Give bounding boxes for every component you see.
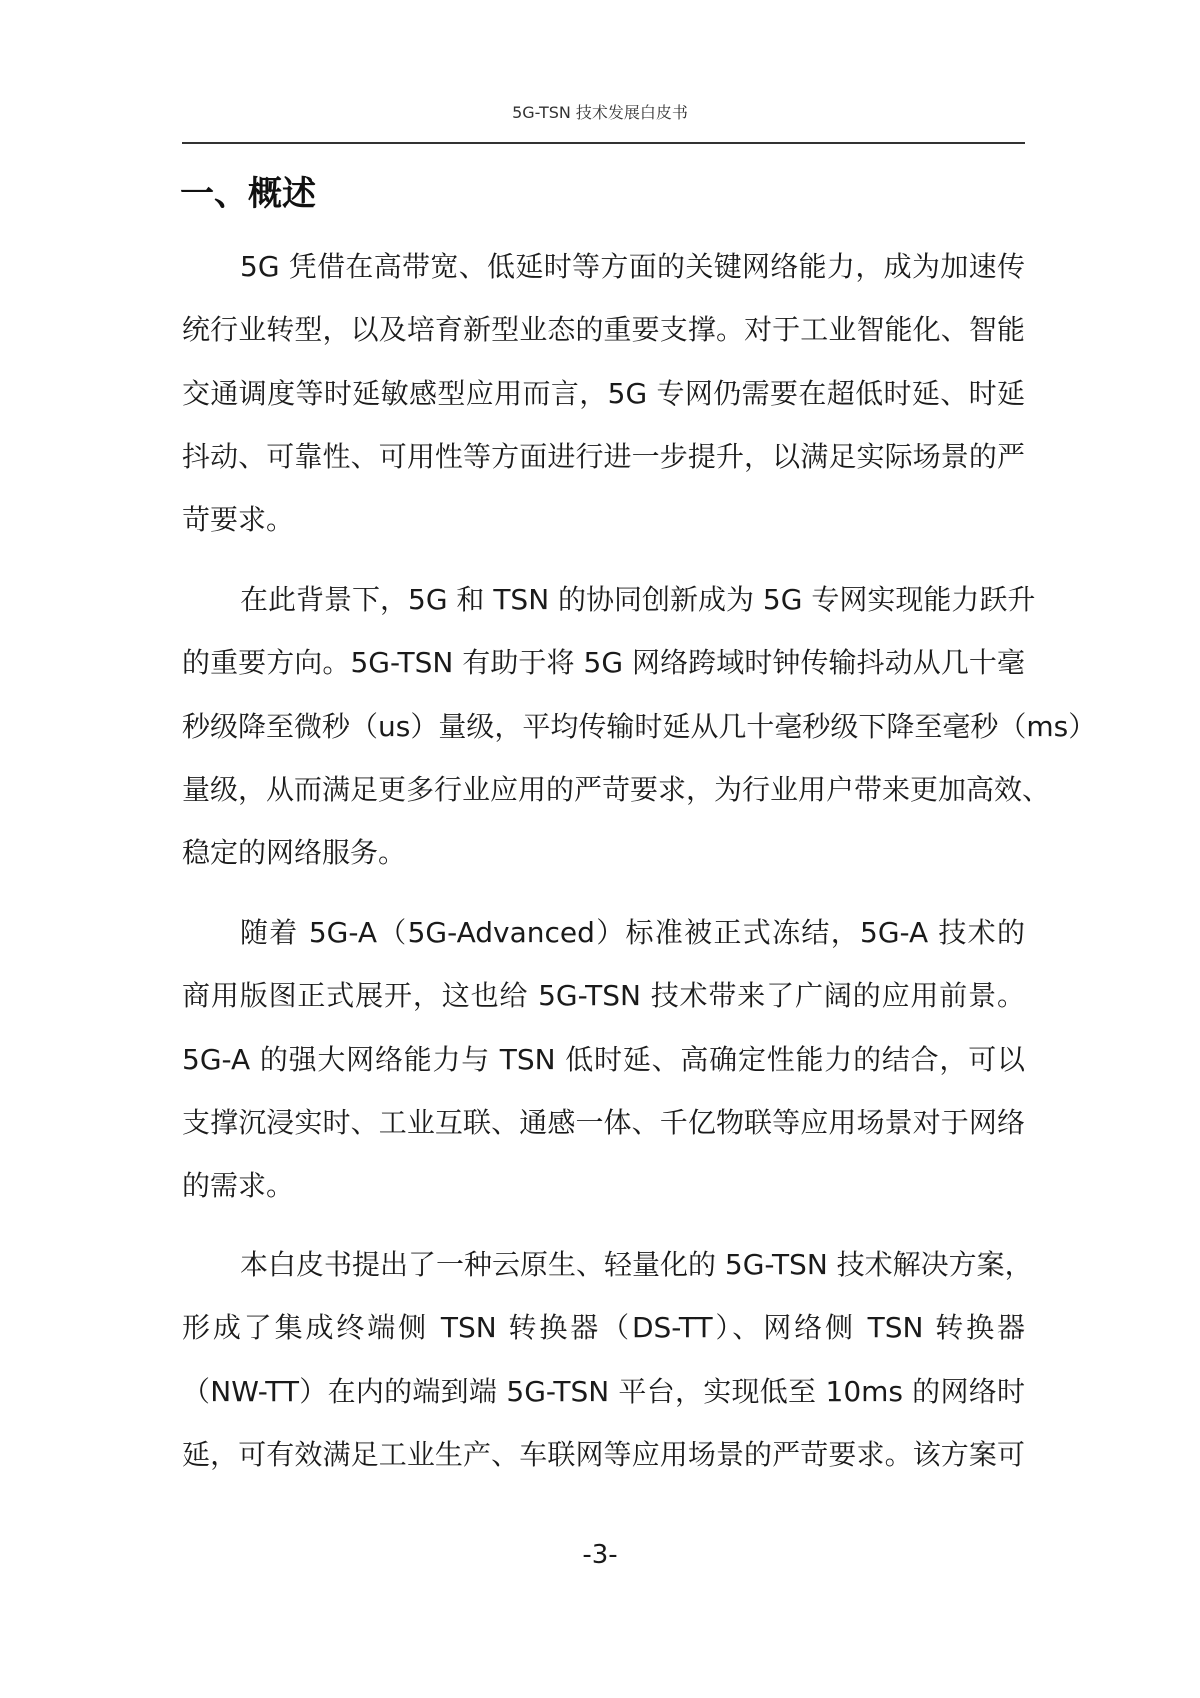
text-line: 本白皮书提出了一种云原生、轻量化的 5G-TSN 技术解决方案， xyxy=(240,1248,1033,1281)
text-line: 的需求。 xyxy=(182,1169,295,1203)
text-line: 量级，从而满足更多行业应用的严苛要求，为行业用户带来更加高效、 xyxy=(182,772,1051,806)
paragraph-1 xyxy=(182,235,1025,551)
text-line: （NW-TT）在内的端到端 5G-TSN 平台，实现低至 10ms 的网络时 xyxy=(182,1374,1025,1408)
text-line: 秒级降至微秒（us）量级，平均传输时延从几十毫秒级下降至毫秒（ms） xyxy=(182,709,1097,743)
text-line: 5G 凭借在高带宽、低延时等方面的关键网络能力，成为加速传 xyxy=(240,250,1025,283)
paragraph-4 xyxy=(182,1233,1033,1486)
text-line: 苛要求。 xyxy=(182,503,295,537)
paragraph-2 xyxy=(182,568,1097,884)
text-line: 商用版图正式展开，这也给 5G-TSN 技术带来了广阔的应用前景。 xyxy=(182,979,1025,1013)
text-line: 抖动、可靠性、可用性等方面进行进一步提升，以满足实际场景的严 xyxy=(182,439,1025,473)
text-line: 5G-A 的强大网络能力与 TSN 低时延、高确定性能力的结合，可以 xyxy=(182,1042,1025,1076)
text-line: 稳定的网络服务。 xyxy=(182,836,407,870)
paragraph-3 xyxy=(182,901,1025,1217)
text-line: 延，可有效满足工业生产、车联网等应用场景的严苛要求。该方案可 xyxy=(182,1437,1025,1471)
text-line: 在此背景下，5G 和 TSN 的协同创新成为 5G 专网实现能力跃升 xyxy=(240,583,1036,616)
page-number: -3- xyxy=(582,1540,618,1570)
text-line: 形成了集成终端侧 TSN 转换器（DS-TT）、网络侧 TSN 转换器 xyxy=(182,1311,1025,1345)
text-line: 统行业转型，以及培育新型业态的重要支撑。对于工业智能化、智能 xyxy=(182,313,1025,347)
header-divider xyxy=(182,142,1025,144)
text-line: 交通调度等时延敏感型应用而言，5G 专网仍需要在超低时延、时延 xyxy=(182,376,1025,410)
text-line: 随着 5G-A（5G-Advanced）标准被正式冻结，5G-A 技术的 xyxy=(240,916,1025,949)
text-line: 的重要方向。5G-TSN 有助于将 5G 网络跨域时钟传输抖动从几十毫 xyxy=(182,646,1025,680)
section-heading: 一、概述 xyxy=(180,174,316,214)
running-header: 5G-TSN 技术发展白皮书 xyxy=(512,103,688,122)
text-line: 支撑沉浸实时、工业互联、通感一体、千亿物联等应用场景对于网络 xyxy=(182,1105,1025,1139)
